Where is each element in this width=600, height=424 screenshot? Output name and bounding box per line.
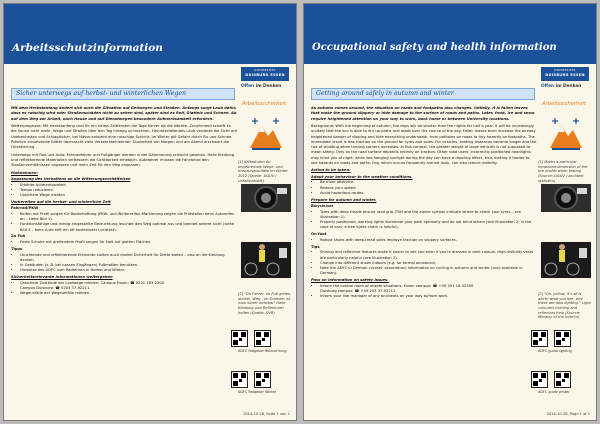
list-item: • Inform the control room of unsafe situations: Essen campus: ☎ +49 201 18-32300 Duisburg campus: ☎ +49 203 37-92211	[320, 284, 537, 295]
list-item: • Funktionsfähige und richtig eingestellte Beleuchtung leuchtet den Weg optimal aus und blendet andere nicht (siehe Bild 2 – beim Auto hilft ein oft kostenloser Lichttest).	[20, 222, 237, 233]
tips-heading: Tipps	[11, 246, 23, 251]
list-item: • Wegeunfälle der Wegeunfälle melden.	[20, 291, 237, 296]
qr-code-winter-2[interactable]	[554, 371, 571, 388]
background-paragraph: Wetterprognose: Mit Herbstanfang sind für ein helles Zeitfenster die Tage kürzer als die Nächte. Zunehmend schafft es die Sonne nicht mehr, Wege und Straßen über den Tag hinweg zu trocknen. Herunterfallendes Laub verdeckt die Sicht auf Unebenheiten und Schlaglöcher, bei Nässe entsteht eine rutschige Schicht. Im Winter gilt Gefahr durch Eis und Schnee. Plötzlich einsetzende Glätte überrascht viele Verkehrsteilnehmer. Dunkelheit am Morgen und am Abend erschwert die Orientierung.	[11, 124, 237, 150]
page-english	[303, 3, 597, 421]
section-heading: Getting around safely in autumn and winter	[311, 88, 535, 100]
header-banner	[4, 4, 296, 64]
tips-list	[11, 253, 237, 274]
qr-code-lighting[interactable]	[531, 330, 548, 347]
list-item: • Shining and reflective features make it easier to see you even if you're dressed in dark colours. High-visibility vests are particularly helpful (see illustration 2).	[320, 250, 537, 261]
tips-heading: Tips	[311, 244, 320, 249]
info-heading: Pass on information on safety issues.	[311, 278, 389, 283]
list-item: • Feste Schuhe mit greifendem Profil sorgen für Halt auf glatten Flächen.	[20, 240, 237, 245]
bike-heading: Bicycle/car	[311, 203, 334, 208]
measures-heading: Maßnahmen:	[11, 170, 38, 175]
qr-code-lighting-2[interactable]	[554, 330, 571, 347]
prepare-heading: Prepare for autumn and winter.	[311, 197, 377, 202]
list-item: • Change into different shoes indoors (e.g. for formal occasions).	[320, 261, 537, 266]
bike-list	[11, 212, 237, 233]
document-body	[11, 106, 237, 298]
qr-code-lighting-2[interactable]	[254, 330, 271, 347]
info-heading: Sicherheitsrelevante Informationen weitergeben	[11, 275, 113, 280]
measures-list	[11, 183, 237, 199]
list-item: • In Gebäuden (z. B. bei nassen Eingängen) Fußmatten benutzen.	[20, 263, 237, 268]
qr-code-winter[interactable]	[531, 371, 548, 388]
list-item: • Robust shoes with deep-tread soles improve traction on slippery surfaces.	[320, 238, 537, 243]
safety-label: Arbeitssicherheit	[542, 101, 586, 107]
qr-caption-winter: ADFC Ratgeber Winter	[238, 390, 277, 394]
tips-list	[311, 250, 537, 276]
header-banner	[304, 4, 596, 64]
list-item: • Tyres with deep treads ensure road grip (TWI and the alpine symbol indicate where to check your tyres – see illustration 1).	[320, 210, 537, 221]
ice-warning-icon	[246, 114, 286, 154]
page-title: Occupational safety and health information	[312, 42, 557, 53]
list-item: • Reduce your speed.	[320, 186, 537, 191]
list-item: • Properly positioned, working lights illuminate your path optimally and do not blind others (see illustration 2; in the case of cars, a free lights check is helpful).	[320, 220, 537, 231]
foot-heading: On foot	[311, 232, 327, 237]
list-item: • Unsichere Zustände der Laufwege melden: Campus Essen: ☎ 0201 183-2300 Campus Duisburg: ☎ 0203 37-92211	[20, 281, 237, 292]
list-item: • Reifen mit Profil sorgen für Bodenhaftung (PKW- und Winterreifen-Markierung zeigen die Prüfstellen beim Autoreifen an – siehe Bild 1).	[20, 212, 237, 223]
qr-caption-winter: ADFC guide winter	[538, 390, 570, 394]
foot-heading: Zu Fuß	[11, 234, 26, 239]
traffic-paragraph: Unterwegs mit Rad und Auto: Fahrradfahrer und Fußgänger werden in der Dämmerung schlecht gesehen. Helle Kleidung und reflektierende Materialien verbessern die Sichtbarkeit erheblich. Autofahrer müssen die Fahrweise den Straßenverhältnissen anpassen und mehr Zeit für den Weg einplanen.	[11, 152, 235, 168]
page-german	[3, 3, 297, 421]
university-logo: UNIVERSITÄT DUISBURG ESSEN Offen im Denken	[541, 67, 589, 89]
foot-list	[311, 238, 537, 243]
figure-caption-2: [2] "Ob Fahrer, ob Fuß gehen, dunkel, Weg - im Dunkeln ist man sicher sichtbar" Helle Kleidung und Reflektoren helfen (Quelle: DVR)	[238, 292, 292, 315]
list-item: • Leuchtende und reflektierende Elemente sollten auch dunkel Sicherheit für Dritte bieten – also an die Kleidung denken.	[20, 253, 237, 264]
adjust-heading: Anpassung des Verhaltens an die Witterungsverhältnisse	[11, 176, 131, 181]
measures-list	[311, 180, 537, 196]
page-title: Arbeitsschutzinformation	[12, 42, 163, 54]
qr-code-winter-2[interactable]	[254, 371, 271, 388]
ice-warning-icon	[546, 114, 586, 154]
university-logo: UNIVERSITÄT DUISBURG ESSEN Offen im Denken	[241, 67, 289, 89]
document-body	[311, 106, 537, 301]
measures-heading: Action to be taken:	[311, 168, 351, 173]
page-footer: 2014-10-28, Page 1 of 1	[546, 412, 590, 416]
tire-photo	[541, 184, 591, 212]
figure-caption-1: [1] Kältestufen für ungebremste Wege- und Kreuzungsunfälle im Winter 2012 (Quelle: DGUV / Unfallstatistik)	[238, 160, 288, 183]
list-item: • Inform your line manager of any accidents on your way to/from work.	[320, 294, 537, 299]
list-item: • Be more attentive.	[320, 180, 537, 185]
adjust-heading: Adapt your behaviour to the weather conditions.	[311, 174, 413, 179]
qr-caption-lighting: ADFC guide lighting	[538, 349, 572, 353]
bike-heading: Fahrrad/PKW	[11, 206, 39, 211]
qr-caption-lighting: ADFC Ratgeber Beleuchtung	[238, 349, 287, 353]
list-item: • Avoid hazardous routes.	[320, 191, 537, 196]
info-list	[11, 281, 237, 297]
background-paragraph: Background: With the beginning of autumn, the days will be shorter than the nights for half a year. It will be increasingly unlikely that the sun is able to dry up paths and roads over the course of the day. Fallen leaves even increase the already heightened danger of slipping and hide everything underneath, from potholes on roads to tiny hazards on footpaths. The immediate result is less traction on the ground for tyres and soles. For vehicles, braking distances become longer and the risk of skidding when turning corners increases. In this context, the greater weight of large vehicles is not supposed to mean safety. Only on the road surface depends entirely on traction. Other road users' incorrectly positioned headlights may blind you at night, while low-hanging sunlight during the day can have a dazzling effect, thus making it harder to see hazards on roads and paths. Fog, which occurs frequently around dusk, can also reduce visibility.	[311, 124, 537, 165]
figure-caption-1: [1] Marks a particular measured dimension of the tire profile when testing (Source: DGUV / accident statistics)	[538, 160, 588, 183]
bike-list	[311, 210, 537, 231]
cyclist-photo	[541, 242, 591, 278]
tire-photo	[241, 184, 291, 212]
cyclist-photo	[241, 242, 291, 278]
list-item: • Unsichere Wege meiden	[20, 193, 237, 198]
intro-paragraph: As autumn comes around, the situation on roads and footpaths also changes. Initially, it is fallen leaves that make the ground slippery or hide damage to the surface of roads and paths. Later, frost, ice and snow require heightened attention on your way to work, back home or between University locations.	[311, 106, 535, 121]
qr-code-winter[interactable]	[231, 371, 248, 388]
prepare-heading: Vorbereiten auf die herbst- und winterliche Zeit	[11, 199, 111, 204]
intro-paragraph: Mit dem Herbstanfang ändert sich auch die Situation auf Gehwegen und Straßen. Anfangs sorgt Laub dafür, dass es rutschig wird oder Straßenschäden nicht zu sehen sind, später sind es Reif, Glatteis und Schnee. Ab auf dem Weg zur Arbeit, nach Hause und auf Dienstwegen besondere Aufmerksamkeit erfordern.	[11, 106, 237, 121]
list-item: • Note the ADFC's (German cyclists' association) information on cycling in autumn and winter (only available in German).	[320, 266, 537, 277]
list-item: • Hinweise des ADFC zum Radfahren in Herbst und Winter.	[20, 268, 237, 273]
safety-label: Arbeitssicherheit	[242, 101, 286, 107]
page-footer: 2014-10-28, Seite 1 von 1	[243, 412, 290, 416]
list-item: • Tempo reduzieren	[20, 188, 237, 193]
section-heading: Sicher unterwegs auf herbst- und winterlichen Wegen	[11, 88, 235, 100]
qr-code-lighting[interactable]	[231, 330, 248, 347]
foot-list	[11, 240, 237, 245]
figure-caption-2: [2] "Oh, yellow, it's all is worth what you see, and there are new lighting." Light coloured clothing and reflectors help (Source: Ministry of the Interior)	[538, 292, 591, 320]
info-list	[311, 284, 537, 300]
list-item: • Erhöhte Aufmerksamkeit	[20, 183, 237, 188]
